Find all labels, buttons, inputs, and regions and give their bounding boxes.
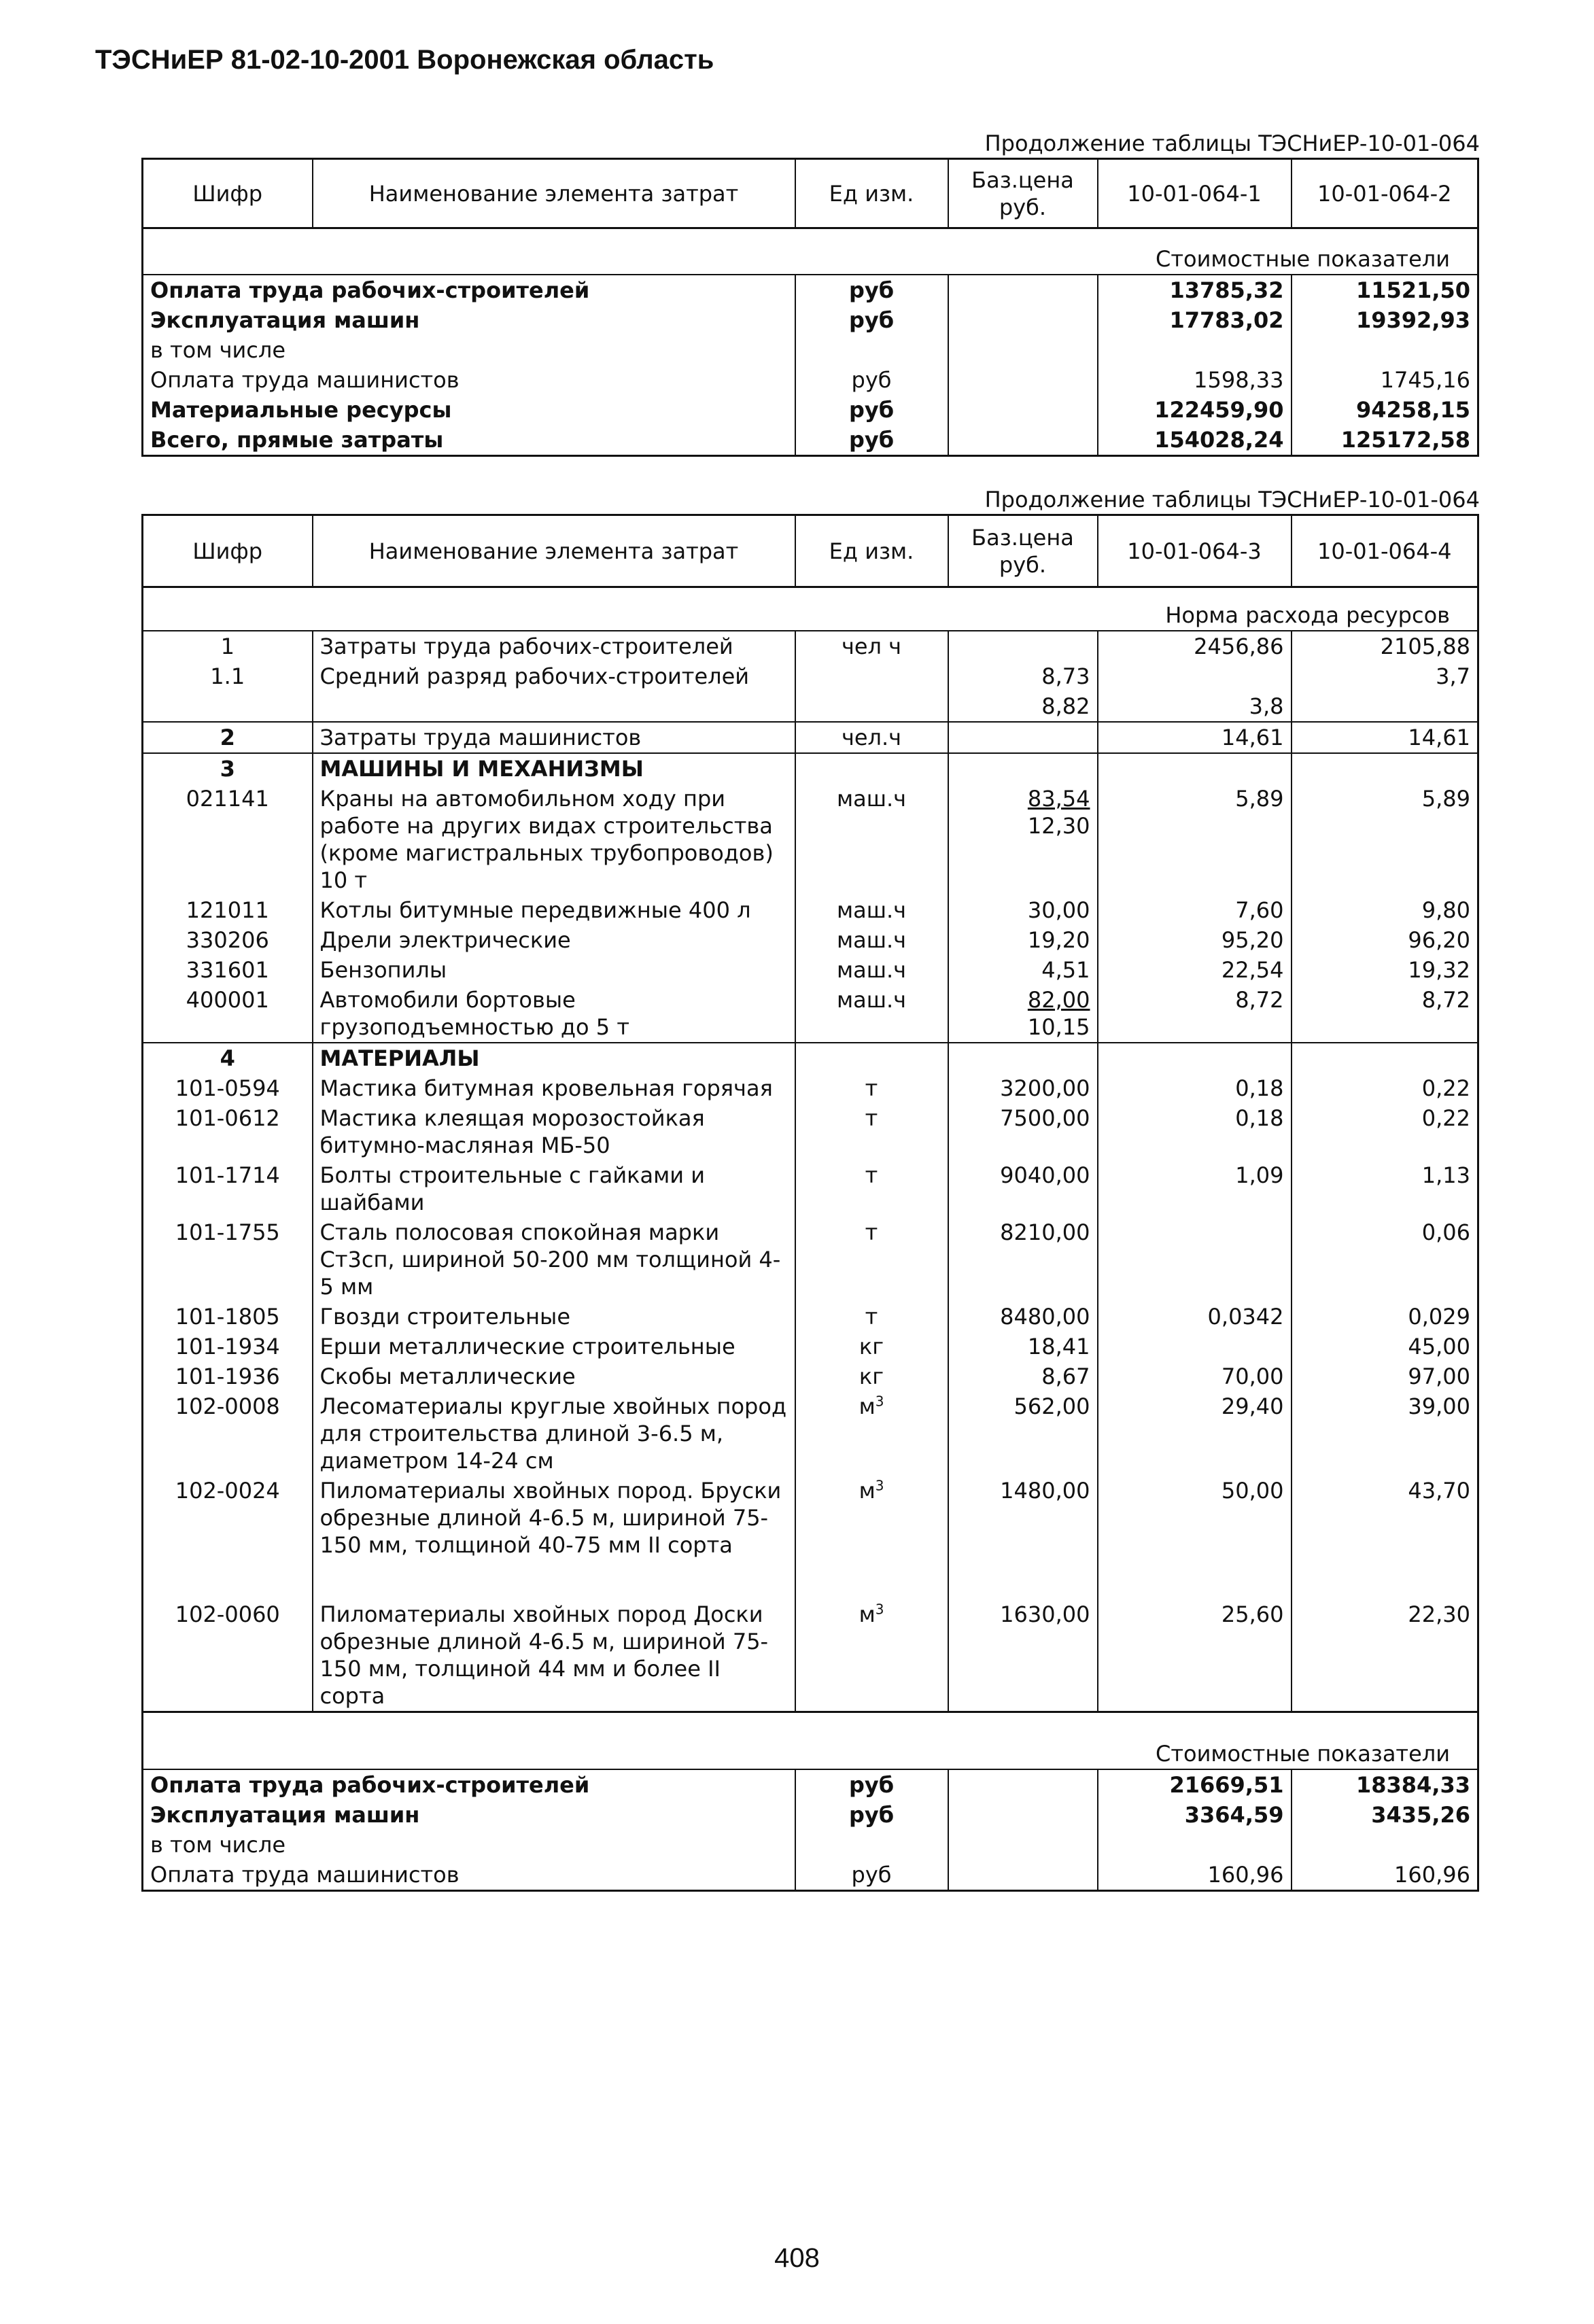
- table-row: в том числе: [143, 335, 1478, 365]
- table-row: 101-1755 Сталь полосовая спокойная марки Ст3сп, шириной 50-200 мм толщиной 4-5 мм т 8210,00 0,06: [143, 1217, 1478, 1302]
- table-row: 3 МАШИНЫ И МЕХАНИЗМЫ: [143, 753, 1478, 784]
- table-row: 101-1936 Скобы металлические кг 8,67 70,00 97,00: [143, 1362, 1478, 1391]
- header-name: Наименование элемента затрат: [313, 159, 795, 228]
- header-col-3: 10-01-064-3: [1098, 515, 1292, 587]
- header-base-price: Баз.цена руб.: [948, 159, 1098, 228]
- table-row: Оплата труда рабочих-строителей руб 13785,32 11521,50: [143, 275, 1478, 305]
- table-caption-1: Продолжение таблицы ТЭСНиЕР-10-01-064: [984, 131, 1480, 156]
- table-row: 1 Затраты труда рабочих-строителей чел ч 2456,86 2105,88: [143, 631, 1478, 661]
- table-row: 102-0008 Лесоматериалы круглые хвойных пород для строительства длиной 3-6.5 м, диаметром 14-24 см $м^3$ 562,00 29,40 39,00: [143, 1391, 1478, 1476]
- header-code: Шифр: [143, 159, 313, 228]
- table-row: 101-0612 Мастика клеящая морозостойкая битумно-масляная МБ-50 т 7500,00 0,18 0,22: [143, 1103, 1478, 1160]
- table-row: 101-1714 Болты строительные с гайками и шайбами т 9040,00 1,09 1,13: [143, 1160, 1478, 1217]
- section-label: Стоимостные показатели: [143, 1712, 1478, 1770]
- table-row: 101-0594 Мастика битумная кровельная горячая т 3200,00 0,18 0,22: [143, 1073, 1478, 1103]
- header-col-1: 10-01-064-1: [1098, 159, 1292, 228]
- table-row: 4 МАТЕРИАЛЫ: [143, 1043, 1478, 1073]
- header-base-price: Баз.цена руб.: [948, 515, 1098, 587]
- header-unit: Ед изм.: [795, 515, 948, 587]
- table-row: 101-1934 Ерши металлические строительные кг 18,41 45,00: [143, 1332, 1478, 1362]
- table-row: 021141 Краны на автомобильном ходу при работе на других видах строительства (кроме магистральных трубопроводов) 10 т маш.ч 83,54 12,30 5,89 5,89: [143, 784, 1478, 895]
- table-row: 1.1 Средний разряд рабочих-строителей 8,73 3,7: [143, 661, 1478, 691]
- base-price: 83,54: [1027, 786, 1090, 812]
- cost-table-1: [141, 158, 1479, 457]
- resource-table-2: [141, 514, 1479, 1892]
- base-price-machinist: 12,30: [1027, 813, 1090, 839]
- table-row: Оплата труда машинистов руб 160,96 160,96: [143, 1860, 1478, 1891]
- table-row: Эксплуатация машин руб 3364,59 3435,26: [143, 1800, 1478, 1830]
- table-row: Материальные ресурсы руб 122459,90 94258,15: [143, 395, 1478, 425]
- header-unit: Ед изм.: [795, 159, 948, 228]
- section-label: Норма расхода ресурсов: [143, 587, 1478, 631]
- table-row: 2 Затраты труда машинистов чел.ч 14,61 14,61: [143, 722, 1478, 753]
- header-col-2: 10-01-064-2: [1292, 159, 1478, 228]
- table-row: в том числе: [143, 1830, 1478, 1860]
- table-row: 102-0060 Пиломатериалы хвойных пород Доски обрезные длиной 4-6.5 м, шириной 75-150 мм, толщиной 44 мм и более II сорта $м^3$ 1630,00 25,60 22,30: [143, 1560, 1478, 1712]
- base-price: 82,00: [1027, 987, 1090, 1013]
- table-row: Всего, прямые затраты руб 154028,24 125172,58: [143, 425, 1478, 456]
- table-row: 330206 Дрели электрические маш.ч 19,20 95,20 96,20: [143, 925, 1478, 955]
- header-col-4: 10-01-064-4: [1292, 515, 1478, 587]
- section-label: Стоимостные показатели: [143, 228, 1478, 275]
- table-row: 121011 Котлы битумные передвижные 400 л маш.ч 30,00 7,60 9,80: [143, 895, 1478, 925]
- table-row: 102-0024 Пиломатериалы хвойных пород. Бруски обрезные длиной 4-6.5 м, шириной 75-150 мм, толщиной 40-75 мм II сорта $м^3$ 1480,00 50,00 43,70: [143, 1476, 1478, 1560]
- table-row: 400001 Автомобили бортовые грузоподъемностью до 5 т маш.ч 82,00 10,15 8,72 8,72: [143, 985, 1478, 1043]
- header-name: Наименование элемента затрат: [313, 515, 795, 587]
- base-price-machinist: 10,15: [1027, 1014, 1090, 1040]
- table-row: Эксплуатация машин руб 17783,02 19392,93: [143, 305, 1478, 335]
- page-number: 408: [774, 2243, 820, 2273]
- table-row: Оплата труда машинистов руб 1598,33 1745,16: [143, 365, 1478, 395]
- table-row: 331601 Бензопилы маш.ч 4,51 22,54 19,32: [143, 955, 1478, 985]
- table-caption-2: Продолжение таблицы ТЭСНиЕР-10-01-064: [984, 487, 1480, 513]
- table-row: 8,82 3,8: [143, 691, 1478, 722]
- document-title: ТЭСНиЕР 81-02-10-2001 Воронежская область: [95, 45, 714, 75]
- table-row: 101-1805 Гвозди строительные т 8480,00 0,0342 0,029: [143, 1302, 1478, 1332]
- header-code: Шифр: [143, 515, 313, 587]
- table-row: Оплата труда рабочих-строителей руб 21669,51 18384,33: [143, 1769, 1478, 1800]
